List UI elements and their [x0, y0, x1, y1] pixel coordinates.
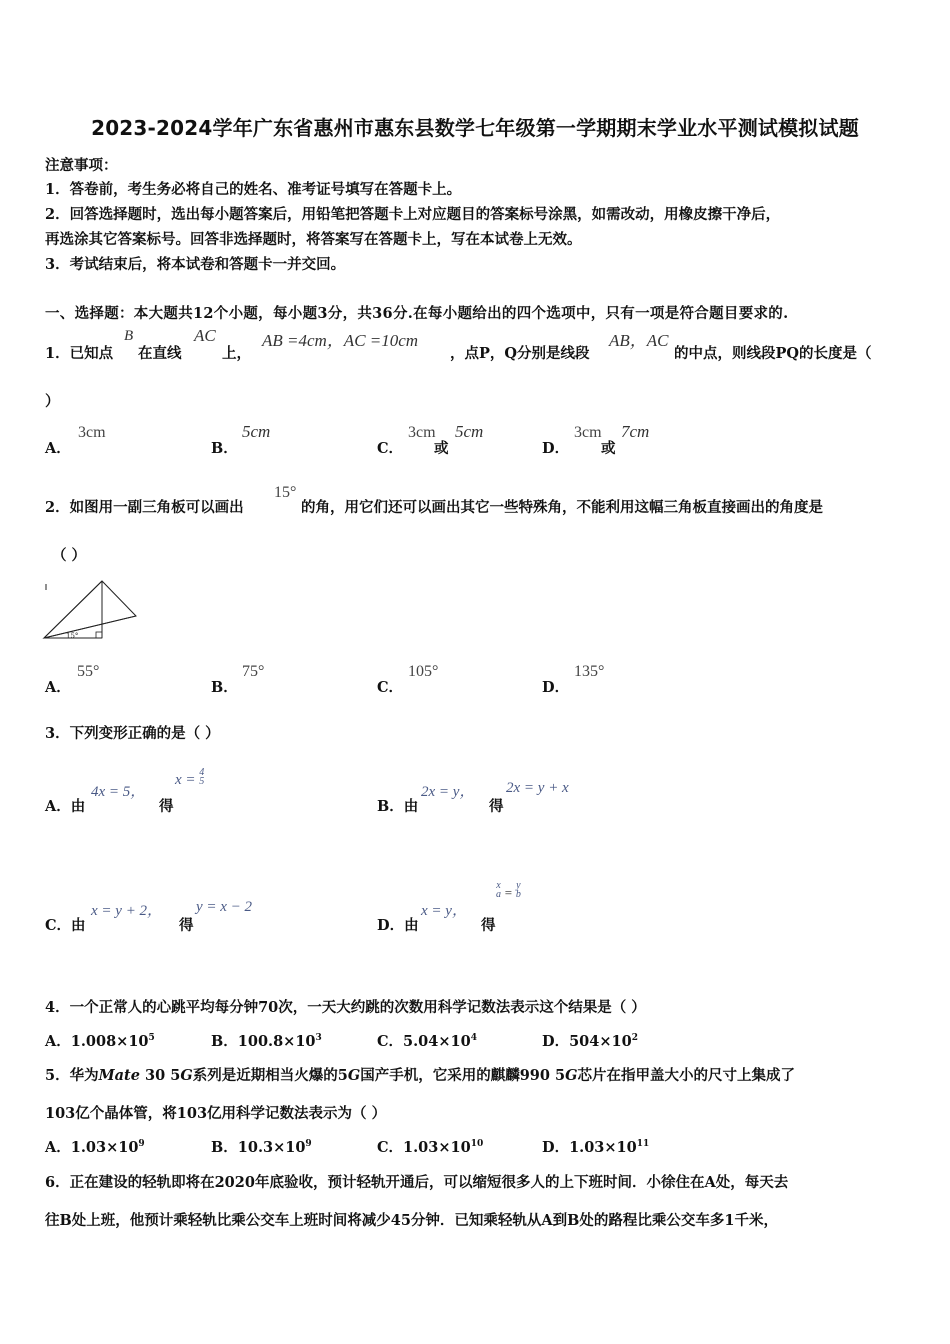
q3-option-a-premise: 4x = 5，: [91, 784, 146, 800]
q1-text: 上，: [222, 345, 251, 362]
q2-option-a: 55°: [77, 663, 100, 680]
figure-angle-label: 15°: [66, 632, 79, 640]
q4-text: 4．一个正常人的心跳平均每分钟70次，一天大约跳的次数用科学记数法表示这个结果是（ ）: [45, 999, 646, 1016]
q1-option-d: 3cm: [574, 424, 602, 441]
notice-line: 再选涂其它答案标号。回答非选择题时，将答案写在答题卡上，写在本试卷上无效。: [45, 231, 582, 248]
page-title: 2023-2024学年广东省惠州市惠东县数学七年级第一学期期末学业水平测试模拟试题: [91, 116, 859, 140]
q1-close-paren: ）: [45, 393, 60, 410]
q2-paren: （ ）: [52, 547, 87, 564]
q1-line-ac: AC: [194, 326, 216, 345]
q3-option-d-premise: x = y，: [421, 903, 467, 919]
q3-option-d-label: D．由: [377, 917, 419, 934]
triangle-figure: [40, 576, 150, 644]
q1-option-b: 5cm: [242, 422, 271, 441]
q3-option-a-get: 得: [159, 798, 174, 815]
q1-option-d-or: 或: [601, 440, 616, 457]
q2-text: 2．如图用一副三角板可以画出: [45, 499, 244, 516]
q3-option-b-premise: 2x = y，: [421, 784, 475, 800]
q1-text: 的中点，则线段PQ的长度是（: [674, 345, 872, 362]
notice-line: 3．考试结束后，将本试卷和答题卡一并交回。: [45, 256, 346, 273]
q3-option-b-result: 2x = y + x: [506, 780, 569, 796]
notice-line: 1．答卷前，考生务必将自己的姓名、准考证号填写在答题卡上。: [45, 181, 462, 198]
q5-text: 5．华为Mate 30 5G系列是近期相当火爆的5G国产手机，它采用的麒麟990 5G芯片在指甲盖大小的尺寸上集成了: [45, 1067, 796, 1084]
q5-option-c: C．$1.03\times 10^{10}$: [377, 1139, 484, 1156]
q3-option-a-result: x = 4 5: [175, 767, 205, 788]
q2-text: 的角，用它们还可以画出其它一些特殊角，不能利用这幅三角板直接画出的角度是: [301, 499, 823, 516]
q2-option-c: 105°: [408, 663, 439, 680]
q4-option-d: D．$504\times 10^2$: [542, 1033, 638, 1050]
q4-option-b: B．$100.8\times 10^3$: [211, 1033, 322, 1050]
q3-option-d-get: 得: [481, 917, 496, 934]
q1-segments: AB，AC: [609, 331, 669, 350]
q3-option-c-label: C．由: [45, 917, 86, 934]
q3-option-c-get: 得: [179, 917, 194, 934]
q2-option-b-label: B．: [211, 679, 238, 696]
q2-option-c-label: C．: [377, 679, 404, 696]
q2-option-d-label: D．: [542, 679, 570, 696]
q1-option-c-2: 5cm: [455, 422, 484, 441]
q2-angle: 15°: [274, 484, 297, 501]
q5-option-d: D．$1.03\times 10^{11}$: [542, 1139, 650, 1156]
q3-option-b-label: B．由: [377, 798, 419, 815]
q3-text: 3．下列变形正确的是（ ）: [45, 725, 220, 742]
q2-option-d: 135°: [574, 663, 605, 680]
q1-option-b-label: B．: [211, 440, 238, 457]
notice-heading: 注意事项：: [45, 157, 118, 174]
q3-option-a-label: A．由: [45, 798, 86, 815]
q5-option-b: B．$10.3\times 10^9$: [211, 1139, 312, 1156]
q1-text: ，点P，Q分别是线段: [450, 345, 590, 362]
q1-option-a-label: A．: [45, 440, 71, 457]
q1-condition: AB =4cm，AC =10cm: [262, 331, 419, 350]
q2-option-a-label: A．: [45, 679, 71, 696]
q4-option-c: C．$5.04\times 10^4$: [377, 1033, 477, 1050]
q3-option-c-premise: x = y + 2，: [91, 903, 163, 919]
q1-option-c: 3cm: [408, 424, 436, 441]
q3-option-b-get: 得: [489, 798, 504, 815]
q1-option-d-2: 7cm: [621, 422, 650, 441]
q6-text-line2: 往B处上班，他预计乘轻轨比乘公交车上班时间将减少45分钟．已知乘轻轨从A到B处的路程比乘公交车多1千米，: [45, 1212, 779, 1229]
q5-option-a: A．$1.03\times 10^9$: [45, 1139, 145, 1156]
q1-option-d-label: D．: [542, 440, 570, 457]
q3-option-c-result: y = x − 2: [196, 899, 253, 915]
q1-option-c-or: 或: [434, 440, 449, 457]
q2-option-b: 75°: [242, 663, 265, 680]
q1-option-c-label: C．: [377, 440, 404, 457]
notice-line: 2．回答选择题时，选出每小题答案后，用铅笔把答题卡上对应题目的答案标号涂黑，如需改动，用橡皮擦干净后，: [45, 206, 781, 223]
q5-text-line2: 103亿个晶体管，将103亿用科学记数法表示为（ ）: [45, 1105, 387, 1122]
q1-text: 在直线: [138, 345, 182, 362]
section-heading: 一、选择题：本大题共12个小题，每小题3分，共36分.在每小题给出的四个选项中，只有一项是符合题目要求的.: [45, 305, 789, 322]
q1-text: 1．已知点: [45, 345, 114, 362]
q3-option-d-result: x a = y b: [496, 880, 521, 900]
q1-point-b: B: [124, 328, 134, 344]
q1-option-a: 3cm: [78, 424, 106, 441]
q4-option-a: A．$1.008\times 10^5$: [45, 1033, 155, 1050]
q6-text: 6．正在建设的轻轨即将在2020年底验收，预计轻轨开通后，可以缩短很多人的上下班时间．小徐住在A处，每天去: [45, 1174, 789, 1191]
